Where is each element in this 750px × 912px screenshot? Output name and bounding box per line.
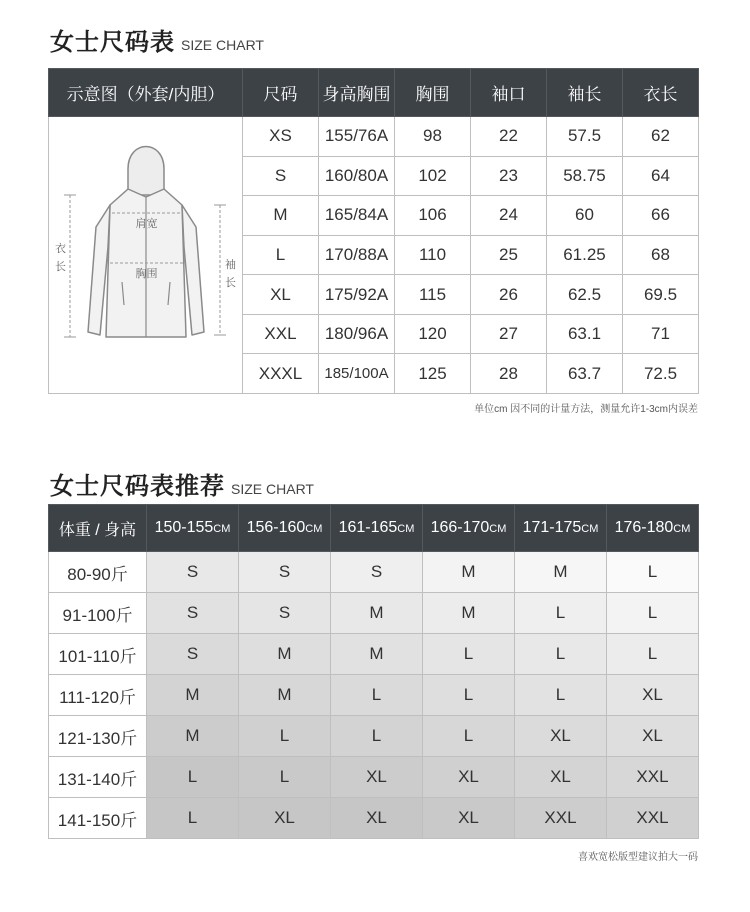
size-cell: M (147, 675, 239, 716)
sleeve-length-label-1: 袖 (225, 259, 236, 271)
body-length-cell: 66 (623, 196, 699, 236)
size-cell: XXL (515, 798, 607, 839)
weight-range-cell: 101-110斤 (49, 634, 147, 675)
size-chart-table (48, 68, 699, 394)
table-row (49, 117, 699, 157)
header-height-range (147, 505, 239, 552)
height-unit-text: CM (581, 523, 599, 535)
body-length-label-2: 长 (55, 261, 66, 273)
weight-range-cell: 141-150斤 (49, 798, 147, 839)
height-unit-text: CM (397, 523, 415, 535)
size-cell: XL (423, 757, 515, 798)
size-cell: L (147, 757, 239, 798)
section2-title-sub: SIZE CHART (231, 481, 314, 497)
size-cell: M (331, 593, 423, 634)
sleeve-length-cell: 61.25 (547, 235, 623, 275)
height-unit-text: CM (213, 523, 231, 535)
size-cell: L (239, 716, 331, 757)
chest-cell: 102 (395, 156, 471, 196)
cuff-cell: 24 (471, 196, 547, 236)
height-range-text: 150-155 (154, 519, 214, 536)
fit-recommendation-note: 喜欢宽松版型建议拍大一码 (578, 852, 698, 863)
body-length-cell: 64 (623, 156, 699, 196)
size-cell: S (239, 552, 331, 593)
header-height-range (239, 505, 331, 552)
height-range-text: 166-170 (430, 519, 490, 536)
sleeve-length-cell: 58.75 (547, 156, 623, 196)
header-chest: 胸围 (395, 69, 471, 117)
size-cell: L (607, 593, 699, 634)
size-cell: L (239, 757, 331, 798)
size-cell: XXL (243, 314, 319, 354)
size-cell: XL (243, 275, 319, 315)
height-range-text: 171-175 (522, 519, 582, 536)
chest-cell: 106 (395, 196, 471, 236)
sleeve-length-cell: 62.5 (547, 275, 623, 315)
table-row (49, 757, 699, 798)
size-cell: L (243, 235, 319, 275)
chest-cell: 110 (395, 235, 471, 275)
height-range-text: 176-180 (614, 519, 674, 536)
height-chest-cell: 155/76A (319, 117, 395, 157)
header-height-range (423, 505, 515, 552)
table-row (49, 798, 699, 839)
measurement-note: 单位cm 因不同的计量方法，测量允许1-3cm内误差 (474, 404, 698, 415)
weight-range-cell: 91-100斤 (49, 593, 147, 634)
height-unit-text: CM (673, 523, 691, 535)
sleeve-length-cell: 63.7 (547, 354, 623, 394)
chest-cell: 120 (395, 314, 471, 354)
size-cell: XL (607, 716, 699, 757)
size-cell: XS (243, 117, 319, 157)
sleeve-length-label-2: 长 (225, 277, 236, 289)
table-row (49, 675, 699, 716)
header-height-range (331, 505, 423, 552)
size-cell: XL (515, 716, 607, 757)
size-cell: S (147, 593, 239, 634)
size-cell: L (331, 716, 423, 757)
size-cell: M (239, 634, 331, 675)
weight-range-cell: 131-140斤 (49, 757, 147, 798)
height-chest-cell: 160/80A (319, 156, 395, 196)
cuff-cell: 25 (471, 235, 547, 275)
chest-cell: 115 (395, 275, 471, 315)
size-cell: XL (331, 757, 423, 798)
cuff-cell: 22 (471, 117, 547, 157)
size-cell: M (243, 196, 319, 236)
header-height-range (515, 505, 607, 552)
body-length-label-1: 衣 (55, 243, 66, 255)
header-size: 尺码 (243, 69, 319, 117)
weight-range-cell: 111-120斤 (49, 675, 147, 716)
body-length-cell: 71 (623, 314, 699, 354)
size-cell: M (239, 675, 331, 716)
size-cell: XL (607, 675, 699, 716)
header-body-length: 衣长 (623, 69, 699, 117)
header-cuff: 袖口 (471, 69, 547, 117)
weight-range-cell: 121-130斤 (49, 716, 147, 757)
size-cell: M (423, 593, 515, 634)
header-diagram: 示意图（外套/内胆） (49, 69, 243, 117)
size-cell: L (515, 634, 607, 675)
height-unit-text: CM (489, 523, 507, 535)
cuff-cell: 27 (471, 314, 547, 354)
height-chest-cell: 185/100A (319, 354, 395, 394)
height-unit-text: CM (305, 523, 323, 535)
section1-title-sub: SIZE CHART (181, 37, 264, 53)
size-chart-header-row (49, 69, 699, 117)
height-range-text: 161-165 (338, 519, 398, 536)
size-cell: L (423, 675, 515, 716)
cuff-cell: 28 (471, 354, 547, 394)
header-sleeve-length: 袖长 (547, 69, 623, 117)
size-recommendation-table (48, 504, 699, 839)
size-cell: S (239, 593, 331, 634)
body-length-cell: 69.5 (623, 275, 699, 315)
section2-title (50, 466, 314, 501)
weight-range-cell: 80-90斤 (49, 552, 147, 593)
size-cell: S (147, 634, 239, 675)
size-cell: L (423, 634, 515, 675)
body-length-cell: 72.5 (623, 354, 699, 394)
size-cell: M (147, 716, 239, 757)
height-range-text: 156-160 (246, 519, 306, 536)
size-cell: XL (239, 798, 331, 839)
chest-label: 胸围 (135, 268, 158, 280)
height-chest-cell: 175/92A (319, 275, 395, 315)
jacket-diagram (50, 117, 242, 393)
jacket-diagram-cell (49, 117, 243, 394)
size-cell: XL (423, 798, 515, 839)
body-length-cell: 68 (623, 235, 699, 275)
table-row (49, 634, 699, 675)
size-cell: XXXL (243, 354, 319, 394)
size-cell: L (331, 675, 423, 716)
table-row (49, 593, 699, 634)
recommendation-header-row (49, 505, 699, 552)
shoulder-width-label: 肩宽 (135, 218, 158, 230)
height-chest-cell: 170/88A (319, 235, 395, 275)
size-cell: M (515, 552, 607, 593)
sleeve-length-cell: 57.5 (547, 117, 623, 157)
body-length-cell: 62 (623, 117, 699, 157)
header-weight-height: 体重 / 身高 (49, 505, 147, 552)
size-cell: XXL (607, 798, 699, 839)
section1-title (50, 22, 264, 57)
sleeve-length-cell: 63.1 (547, 314, 623, 354)
table-row (49, 716, 699, 757)
height-chest-cell: 180/96A (319, 314, 395, 354)
size-cell: L (515, 593, 607, 634)
section2-title-main: 女士尺码表推荐 (50, 473, 225, 500)
cuff-cell: 23 (471, 156, 547, 196)
size-cell: L (147, 798, 239, 839)
section1-title-main: 女士尺码表 (50, 29, 175, 56)
size-cell: L (607, 634, 699, 675)
size-cell: XL (515, 757, 607, 798)
header-height-chest: 身高胸围 (319, 69, 395, 117)
size-cell: S (243, 156, 319, 196)
size-cell: M (331, 634, 423, 675)
chest-cell: 98 (395, 117, 471, 157)
cuff-cell: 26 (471, 275, 547, 315)
jacket-outline-icon (50, 117, 242, 393)
size-cell: L (423, 716, 515, 757)
size-cell: S (331, 552, 423, 593)
height-chest-cell: 165/84A (319, 196, 395, 236)
size-cell: L (607, 552, 699, 593)
size-cell: L (515, 675, 607, 716)
size-cell: XXL (607, 757, 699, 798)
size-cell: XL (331, 798, 423, 839)
sleeve-length-cell: 60 (547, 196, 623, 236)
size-cell: M (423, 552, 515, 593)
header-height-range (607, 505, 699, 552)
table-row (49, 552, 699, 593)
size-cell: S (147, 552, 239, 593)
chest-cell: 125 (395, 354, 471, 394)
